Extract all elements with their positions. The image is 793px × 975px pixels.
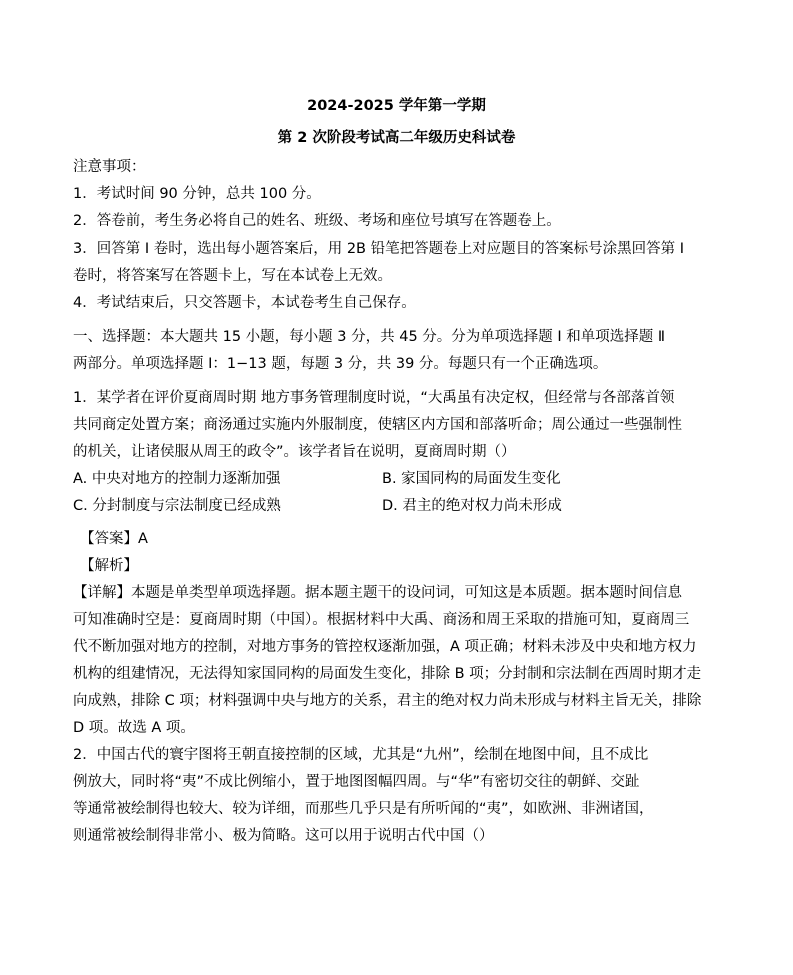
q1-stem-line-3: 的机关，让诸侯服从周王的政令”。该学者旨在说明，夏商周时期（） bbox=[73, 444, 516, 460]
q1-analysis-line-3: 代不断加强对地方的控制，对地方事务的管控权逐渐加强，A 项正确；材料未涉及中央和地方权力 bbox=[73, 639, 697, 655]
q1-option-b: B. 家国同构的局面发生变化 bbox=[382, 471, 561, 487]
q2-stem-line-2: 例放大，同时将“夷”不成比例缩小，置于地图图幅四周。与“华”有密切交往的朝鲜、交趾 bbox=[73, 774, 640, 790]
q1-option-a: A. 中央对地方的控制力逐渐加强 bbox=[73, 471, 281, 487]
notice-heading: 注意事项： bbox=[73, 159, 146, 175]
q1-analysis-line-4: 机构的组建情况，无法得知家国同构的局面发生变化，排除 B 项；分封制和宗法制在西周时期才走 bbox=[73, 666, 702, 682]
q1-analysis-line-1: 【详解】本题是单类型单项选择题。据本题主题干的设问词，可知这是本质题。据本题时间信息 bbox=[73, 585, 682, 601]
q1-stem-line-1: 1．某学者在评价夏商周时期 地方事务管理制度时说，“大禹虽有决定权，但经常与各部落首领 bbox=[73, 390, 675, 406]
notice-item-3-cont: 卷时，将答案写在答题卡上，写在本试卷上无效。 bbox=[73, 268, 392, 284]
q2-stem-line-4: 则通常被绘制得非常小、极为简略。这可以用于说明古代中国（） bbox=[73, 828, 494, 844]
q1-answer: 【答案】A bbox=[80, 531, 148, 547]
q1-stem-line-2: 共同商定处置方案；商汤通过实施内外服制度，使辖区内方国和部落听命；周公通过一些强制性 bbox=[73, 417, 682, 433]
notice-item-2: 2．答卷前，考生务必将自己的姓名、班级、考场和座位号填写在答题卷上。 bbox=[73, 213, 561, 229]
notice-item-4: 4．考试结束后，只交答题卡，本试卷考生自己保存。 bbox=[73, 295, 416, 311]
notice-item-1: 1．考试时间 90 分钟，总共 100 分。 bbox=[73, 186, 321, 202]
q1-analysis-line-2: 可知准确时空是：夏商周时期（中国）。根据材料中大禹、商汤和周王采取的措施可知，夏商周三 bbox=[73, 612, 690, 628]
exam-title-term: 2024-2025 学年第一学期 bbox=[307, 98, 486, 114]
exam-title-subject: 第 2 次阶段考试高二年级历史科试卷 bbox=[277, 130, 516, 146]
notice-item-3: 3．回答第 I 卷时，选出每小题答案后，用 2B 铅笔把答题卷上对应题目的答案标号涂黑回答第 I bbox=[73, 241, 684, 257]
q1-analysis-label: 【解析】 bbox=[80, 558, 138, 574]
q1-option-c: C. 分封制度与宗法制度已经成熟 bbox=[73, 498, 281, 514]
q2-stem-line-1: 2．中国古代的寰宇图将王朝直接控制的区域，尤其是“九州”，绘制在地图中间，且不成比 bbox=[73, 747, 649, 763]
q1-analysis-line-6: D 项。故选 A 项。 bbox=[73, 720, 195, 736]
q1-option-d: D. 君主的绝对权力尚未形成 bbox=[382, 498, 562, 514]
q2-stem-line-3: 等通常被绘制得也较大、较为详细，而那些几乎只是有所听闻的“夷”，如欧洲、非洲诸国， bbox=[73, 801, 654, 817]
q1-analysis-line-5: 向成熟，排除 C 项；材料强调中央与地方的关系，君主的绝对权力尚未形成与材料主旨无关，排除 bbox=[73, 693, 702, 709]
section-intro-line-1: 一、选择题：本大题共 15 小题，每小题 3 分，共 45 分。分为单项选择题 I 和单项选择题 Ⅱ bbox=[73, 329, 666, 345]
section-intro-line-2: 两部分。单项选择题 I：1−13 题，每题 3 分，共 39 分。每题只有一个正确选项。 bbox=[73, 356, 608, 372]
